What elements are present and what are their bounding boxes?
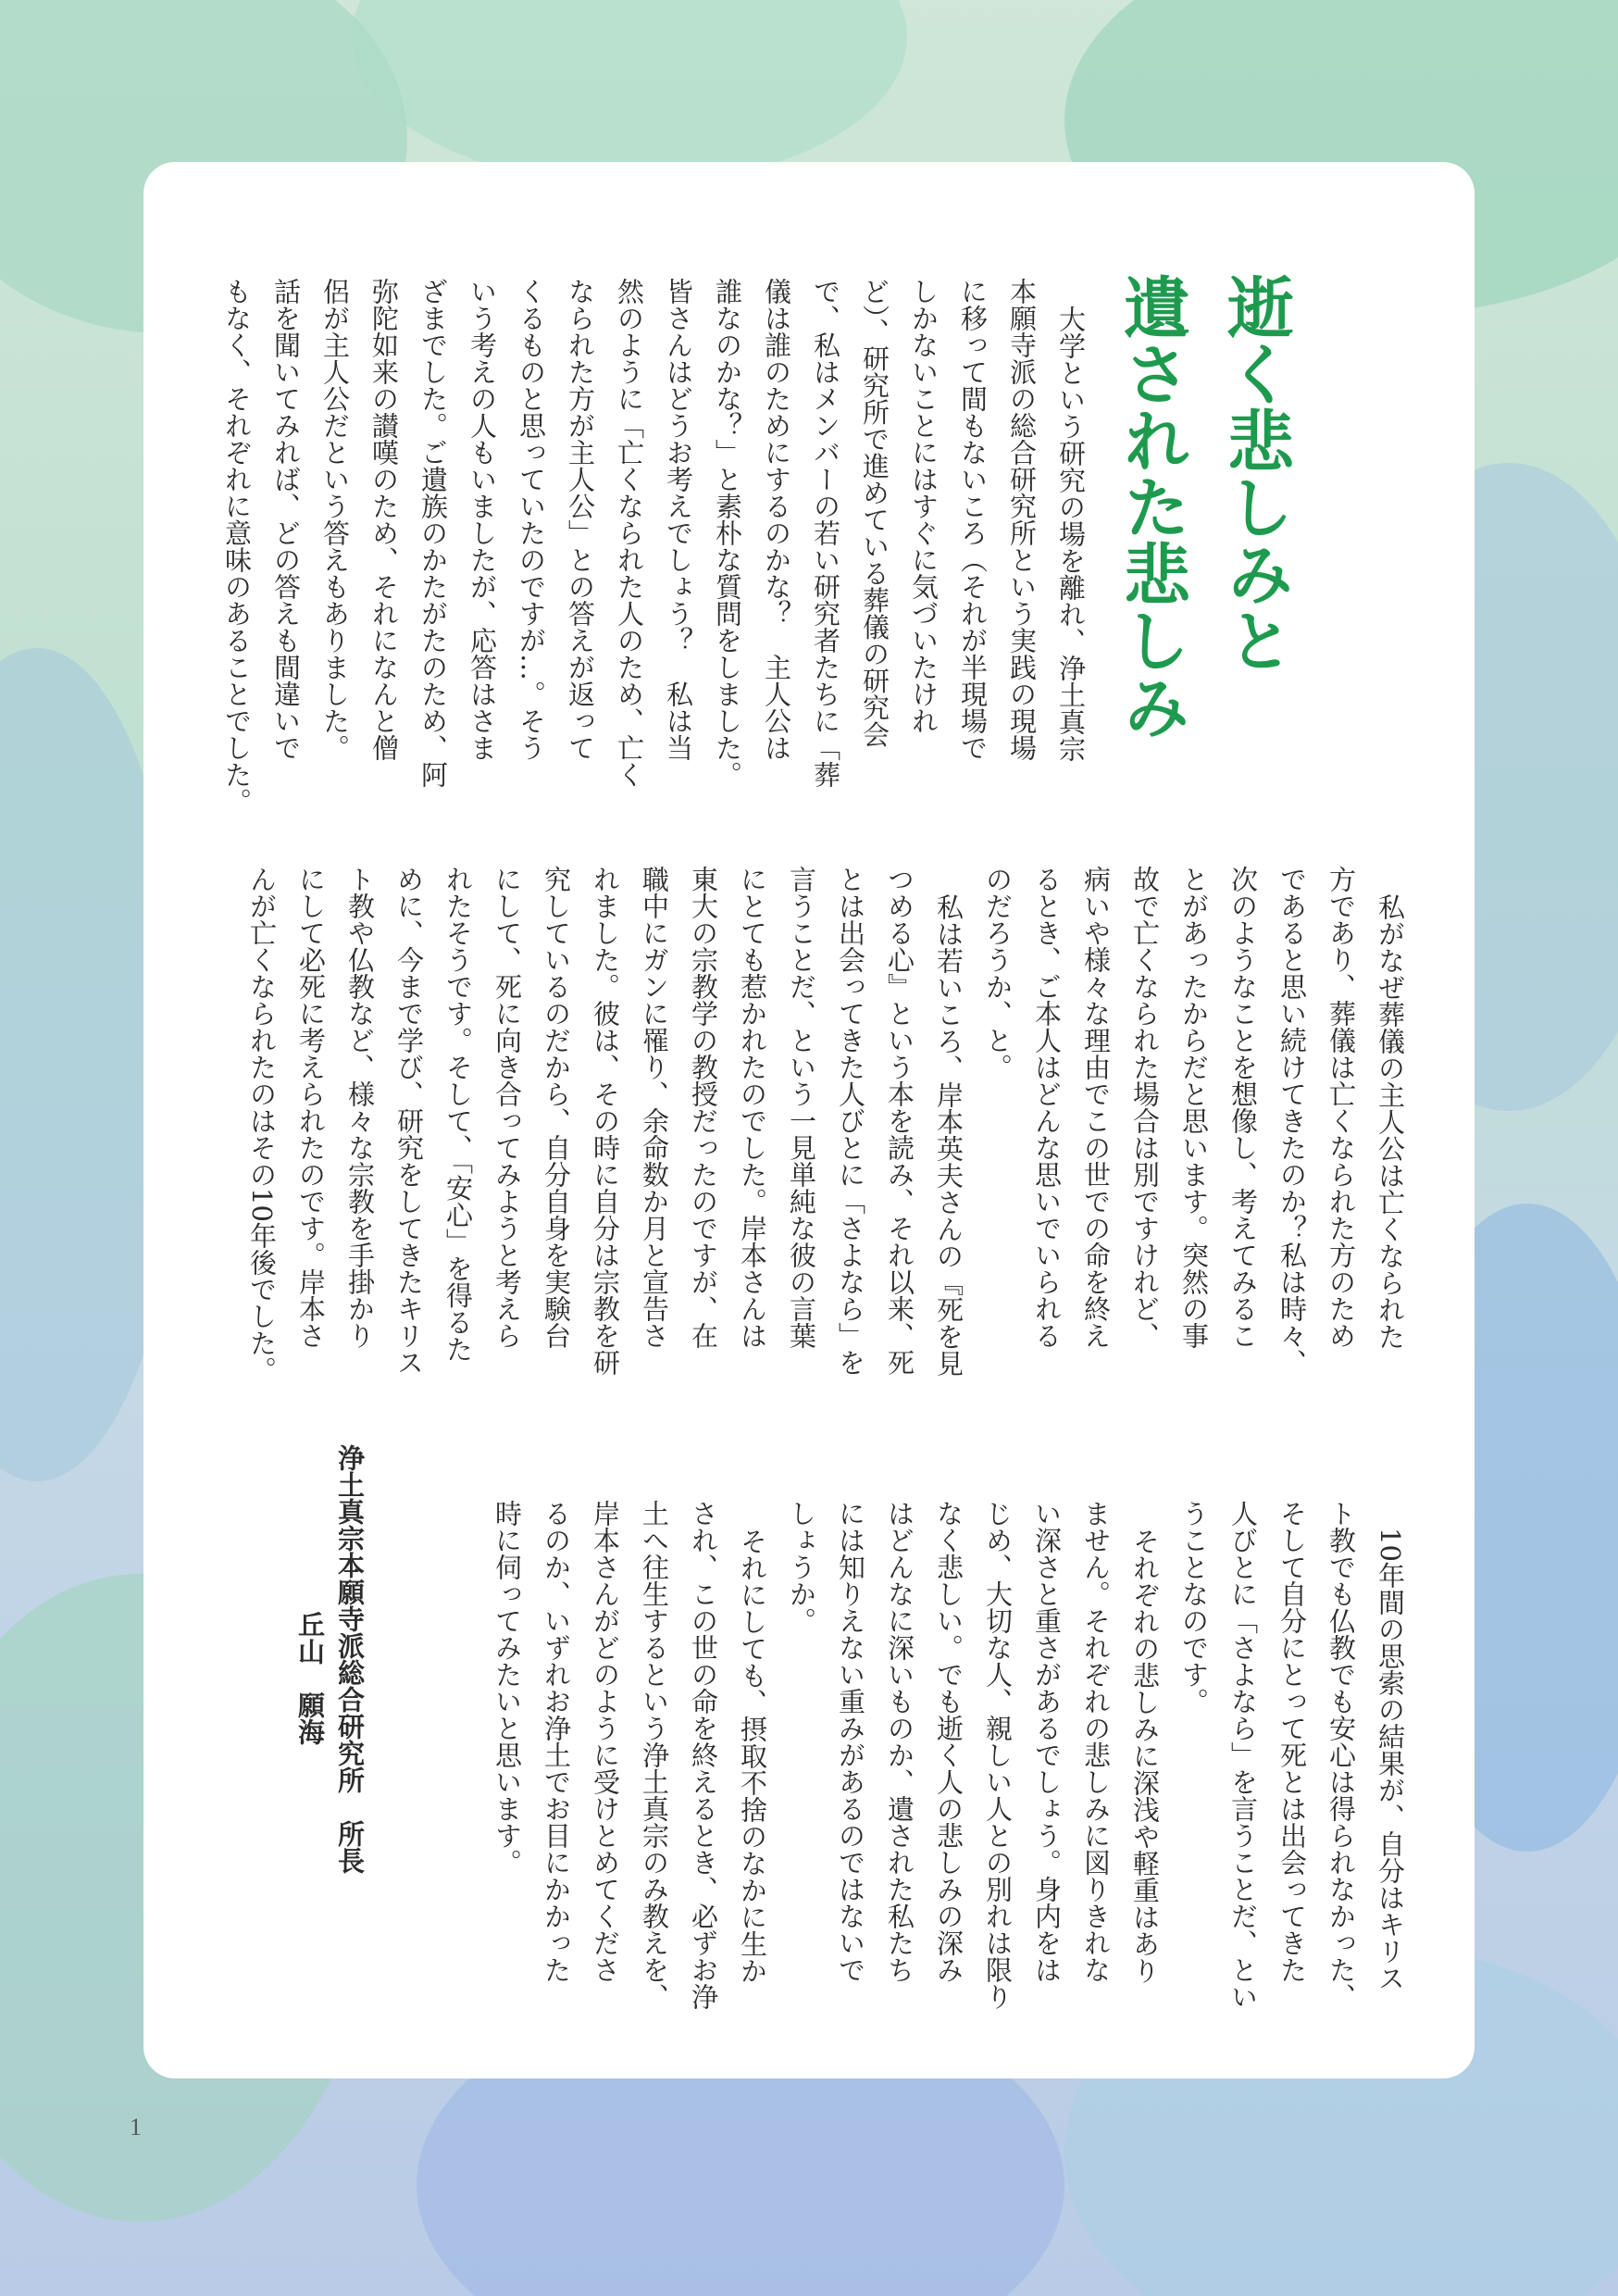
text-column: くるものと思っていたのですが…。そう [516,278,547,761]
text-column: しかないことにはすぐに気づいたけれ [908,278,940,734]
text-column: んが亡くなられたのはその10年後でした。 [246,866,278,1383]
text-column: 東大の宗教学の教授だったのですが、在 [688,866,719,1349]
text-column: つめる心』という本を読み、それ以来、死 [884,866,915,1376]
text-column: 岸本さんがどのように受けとめてくださ [590,1500,621,1983]
text-column: ざまでした。ご遺族のかたがたのため、阿 [417,278,449,788]
text-column: 話を聞いてみれば、どの答えも間違いで [270,278,302,761]
page-number: 1 [130,2114,142,2140]
text-column: され、この世の命を終えるとき、必ずお浄 [688,1500,719,2010]
text-column: とは出会ってきた人びとに「さよなら」を [835,866,866,1376]
text-column: 皆さんはどうお考えでしょう？ 私は当 [663,278,694,761]
text-column: 10年間の思索の結果が、自分はキリス [1375,1528,1406,1991]
text-column: 侶が主人公だという答えもありました。 [319,278,351,761]
text-column: ど）、研究所で進めている葬儀の研究会 [859,278,890,748]
text-column: れました。彼は、その時に自分は宗教を研 [590,866,621,1376]
text-column: 大学という研究の場を離れ、浄土真宗 [1055,306,1087,762]
text-column: 病いや様々な理由でこの世での命を終え [1080,866,1112,1349]
text-column: に移って間もないころ（それが半現場で [957,278,989,761]
article-title-line-2: 遺された悲しみ [1113,273,1191,740]
text-column: そして自分にとって死とは出会ってきた [1276,1500,1308,1983]
text-column: とがあったからだと思います。突然の事 [1178,866,1210,1349]
text-column: もなく、それぞれに意味のあることでした。 [221,278,253,815]
text-column: じめ、大切な人、親しい人との別れは限り [982,1500,1014,2010]
text-column: うことなのです。 [1178,1500,1210,1715]
text-column: 私がなぜ葬儀の主人公は亡くなられた [1375,893,1406,1350]
signature-name: 丘山 願海 [294,1611,326,1745]
text-column: 職中にガンに罹り、余命数か月と宣告さ [639,866,670,1349]
text-column: 方であり、葬儀は亡くなられた方のため [1326,866,1357,1349]
text-column: めに、今まで学び、研究をしてきたキリス [393,866,425,1376]
text-column: で、私はメンバーの若い研究者たちに「葬 [810,278,841,788]
text-column: 土へ往生するという浄土真宗のみ教えを、 [639,1500,670,2010]
text-column: 究しているのだから、自分自身を実験台 [541,866,572,1349]
text-column: ません。それぞれの悲しみに図りきれな [1080,1500,1112,1983]
article-title-line-1: 逝く悲しみと [1216,273,1295,673]
text-column: にとても惹かれたのでした。岸本さんは [737,866,768,1349]
text-column: にして必死に考えられたのです。岸本さ [295,866,327,1349]
text-column: 時に伺ってみたいと思います。 [492,1500,523,1876]
text-column: 儀は誰のためにするのかな？ 主人公は [761,278,792,761]
text-column: にして、死に向き合ってみようと考えら [492,866,523,1349]
text-column: 本願寺派の総合研究所という実践の現場 [1006,278,1038,761]
text-column: それにしても、摂取不捨のなかに生か [737,1528,768,1984]
text-column: なられた方が主人公」との答えが返って [565,278,596,761]
text-column: 次のようなことを想像し、考えてみるこ [1227,866,1259,1349]
text-column: いう考えの人もいましたが、応答はさま [467,278,498,761]
text-column: るのか、いずれお浄土でお目にかかった [541,1500,572,1983]
text-column: 私は若いころ、岸本英夫さんの『死を見 [933,893,965,1377]
text-column: 故で亡くなられた場合は別ですけれど、 [1129,866,1161,1349]
text-column: るとき、ご本人はどんな思いでいられる [1031,866,1063,1349]
text-column: 言うことだ、という一見単純な彼の言葉 [786,866,817,1349]
text-column: しょうか。 [786,1500,817,1634]
text-column: 然のように「亡くなられた人のため、亡く [614,278,645,788]
text-column: のだろうか、と。 [982,866,1014,1080]
text-column: 誰なのかな？」と素朴な質問をしました。 [712,278,743,788]
text-column: には知りえない重みがあるのではないで [835,1500,866,1983]
text-column: ト教でも仏教でも安心は得られなかった、 [1326,1500,1357,2010]
text-column: れたそうです。そして、「安心」を得るた [442,866,474,1363]
signature-org: 浄土真宗本願寺派総合研究所 所長 [334,1444,366,1874]
text-column: 人びとに「さよなら」を言うことだ、とい [1227,1500,1259,2010]
text-column: それぞれの悲しみに深浅や軽重はあり [1129,1528,1161,1984]
text-column: であると思い続けてきたのか？私は時々、 [1276,866,1308,1376]
text-column: 弥陀如来の讃嘆のため、それになんと僧 [368,278,400,761]
text-column: ト教や仏教など、様々な宗教を手掛かり [344,866,376,1349]
text-column: なく悲しい。でも逝く人の悲しみの深み [933,1500,965,1983]
text-column: い深さと重さがあるでしょう。身内をは [1031,1500,1063,1983]
text-column: はどんなに深いものか、遺された私たち [884,1500,915,1983]
